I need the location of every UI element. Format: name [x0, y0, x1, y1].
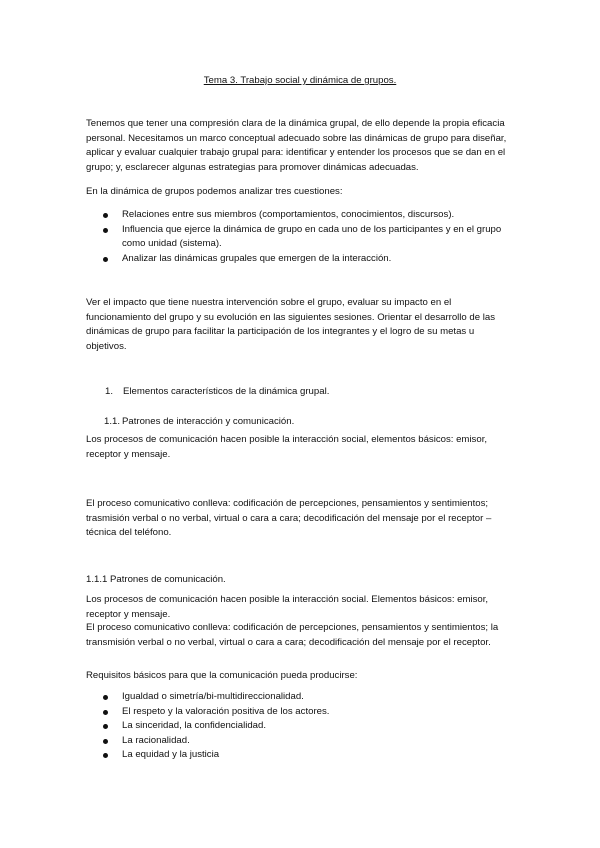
comm-paragraph-4: El proceso comunicativo conlleva: codificación de percepciones, pensamientos y sentimientos; la transmisión verbal o no verbal, virtual o cara a cara; decodificación del mensaje por el receptor. — [86, 622, 499, 648]
comm-paragraph-3: Los procesos de comunicación hacen posible la interacción social. Elementos básicos: emisor, receptor y mensaje. — [86, 594, 489, 620]
bullet-icon — [103, 710, 108, 715]
impact-paragraph: Ver el impacto que tiene nuestra intervención sobre el grupo, evaluar su impacto en el funcionamiento del grupo y su evolución en las siguientes sesiones. Orientar el desarrollo de las dinámicas de grupo para facilitar la participación de los integrantes y el logro de su metas u objetivos. — [86, 297, 496, 352]
requirements-intro: Requisitos básicos para que la comunicación pueda producirse: — [86, 670, 358, 681]
list-item: Analizar las dinámicas grupales que emergen de la interacción. — [86, 252, 516, 267]
bullet-icon — [103, 257, 108, 262]
bullet-icon — [103, 753, 108, 758]
document-title: Tema 3. Trabajo social y dinámica de grupos. — [203, 75, 397, 86]
bullet-icon — [103, 724, 108, 729]
list-item: Influencia que ejerce la dinámica de grupo en cada uno de los participantes y en el grupo como unidad (sistema). — [86, 223, 516, 252]
list-item: Relaciones entre sus miembros (comportamientos, conocimientos, discursos). — [86, 208, 516, 223]
bullet-icon — [103, 695, 108, 700]
bullet-icon — [103, 228, 108, 233]
bullet-icon — [103, 739, 108, 744]
requirements-list — [86, 690, 516, 763]
intro-paragraph: Tenemos que tener una compresión clara de la dinámica grupal, de ello depende la propia eficacia personal. Necesitamos un marco conceptual adecuado sobre las dinámicas de grupo para diseñar, aplicar y evaluar cualquier trabajo grupal para: identificar y entender los procesos que se dan en el grupo; y, esclarecer algunas estrategias para promover dinámicas adecuadas. — [86, 118, 507, 173]
section-1-1-1-heading: 1.1.1 Patrones de comunicación. — [86, 574, 226, 585]
bullet-icon — [103, 213, 108, 218]
section-label: Patrones de interacción y comunicación. — [122, 416, 295, 427]
comm-paragraph-2: El proceso comunicativo conlleva: codificación de percepciones, pensamientos y sentimientos; trasmisión verbal o no verbal, virtual o cara a cara; decodificación del mensaje por el receptor – técnica del teléfono. — [86, 498, 492, 539]
section-number: 1.1. — [104, 416, 121, 427]
list-item: La equidad y la justicia — [86, 748, 516, 763]
list-item: La sinceridad, la confidencialidad. — [86, 719, 516, 734]
section-number: 1. — [105, 386, 114, 397]
section-1-heading — [105, 385, 329, 400]
analysis-list — [86, 208, 516, 266]
comm-paragraph-1: Los procesos de comunicación hacen posible la interacción social, elementos básicos: emisor, receptor y mensaje. — [86, 434, 488, 460]
section-1-1-heading — [104, 415, 294, 430]
list-item: La racionalidad. — [86, 734, 516, 749]
list-item: El respeto y la valoración positiva de los actores. — [86, 705, 516, 720]
section-label: Elementos característicos de la dinámica grupal. — [123, 386, 330, 397]
list-item: Igualdad o simetría/bi-multidireccionalidad. — [86, 690, 516, 705]
analysis-intro: En la dinámica de grupos podemos analizar tres cuestiones: — [86, 186, 343, 197]
